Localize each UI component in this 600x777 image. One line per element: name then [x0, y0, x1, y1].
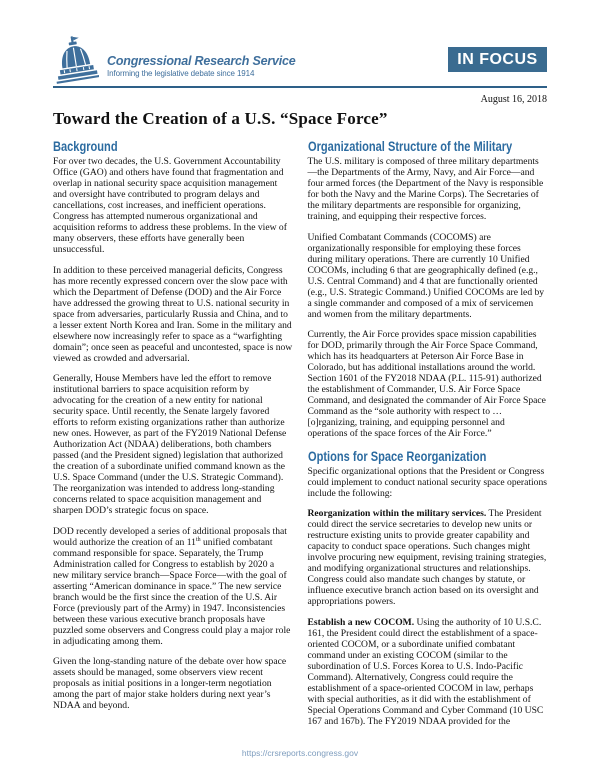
capitol-dome-icon	[53, 34, 107, 84]
masthead	[53, 34, 547, 84]
paragraph: Generally, House Members have led the effort to remove institutional barriers to space acquisition reform by advocating for the creation of a new entity for national security space. Until recently, the Senate largely favored efforts to reform existing organizations rather than authorize new ones. However, as part of the FY2019 National Defense Authorization Act (NDAA) deliberations, both chambers passed (and the President signed) legislation that authorized the creation of a subordinate unified command known as the U.S. Space Command (under the U.S. Strategic Command). The reorganization was intended to address long-standing concerns related to space acquisition management and sharpen DOD’s strategic focus on space.	[53, 373, 287, 516]
paragraph	[308, 617, 548, 727]
left-column	[53, 139, 293, 743]
section-heading-options: Options for Space Reorganization	[307, 448, 486, 464]
page-title: Toward the Creation of a U.S. “Space Force”	[53, 109, 388, 128]
header-divider	[53, 86, 547, 88]
document-body	[53, 139, 547, 743]
brand-name: Congressional Research Service	[107, 54, 296, 68]
paragraph: The U.S. military is composed of three military departments—the Departments of the Army, Navy, and Air Force—and four armed forces (the Department of the Navy is responsible for both the Navy and the Marine Corps). The Secretaries of the military departments are responsible for organizing, training, and equipping their respective forces.	[307, 156, 544, 222]
option-lead: Establish a new COCOM.	[307, 616, 415, 628]
paragraph: Unified Combatant Commands (COCOMS) are organizationally responsible for employing these forces during military operations. There are currently 10 Unified COCOMs, including 6 that are geographically defined (e.g., U.S. Central Command) and 4 that are functionally oriented (e.g., U.S. Strategic Command.) Unified COCOMs are led by a single commander and composed of a mix of servicemen and women from the military departments.	[307, 231, 545, 320]
paragraph	[53, 526, 293, 647]
paragraph-text: DOD recently developed a series of additional proposals that would authorize the creation of an 11	[53, 525, 287, 548]
section-heading-background: Background	[53, 139, 118, 154]
crs-logo	[53, 34, 296, 84]
brand-tagline: Informing the legislative debate since 1914	[107, 69, 255, 78]
paragraph: Given the long-standing nature of the debate over how space assets should be managed, some observers view recent proposals as initial positions in a longer-term negotiation among the part of major stake holders during next year’s NDAA and beyond.	[53, 656, 287, 711]
brand-text	[107, 54, 296, 84]
paragraph-text: Using the authority of 10 U.S.C. 161, the President could direct the establishment of a space-oriented COCOM, or a subordinate unified combatant command under an existing COCOM (similar to the subordination of U.S. Forces Korea to U.S. Indo-Pacific Command). Alternatively, Congress could require the establishment of a space-oriented COCOM in law, perhaps with special authorities, as it did with the establishment of Special Operations Command and Cyber Command (10 USC 167 and 167b). The FY2019 NDAA provided for the	[307, 616, 544, 727]
section-heading-organizational-structure: Organizational Structure of the Military	[307, 139, 512, 154]
right-column	[308, 139, 548, 743]
in-focus-badge: IN FOCUS	[448, 47, 547, 72]
paragraph: For over two decades, the U.S. Government Accountability Office (GAO) and others have found that fragmentation and overlap in national security space acquisition management and oversight have contributed to program delays and cancellations, cost increases, and inefficient operations. Congress has attempted numerous organizational and acquisition reforms to address these problems. In the view of many observers, these efforts have generally been unsuccessful.	[53, 156, 287, 255]
paragraph: In addition to these perceived managerial deficits, Congress has more recently expressed concern over the slow pace with which the Department of Defense (DOD) and the Air Force have addressed the growing threat to U.S. national security in space from adversaries, particularly Russia and China, and to a lesser extent North Korea and Iran. Some in the military and elsewhere now increasingly refer to space as a “warfighting domain”; once seen as peaceful and uncontested, space is now viewed as crowded and adversarial.	[53, 264, 293, 364]
footer-link[interactable]: https://crsreports.congress.gov	[241, 748, 359, 758]
ordinal-superscript: th	[195, 536, 201, 543]
paragraph-text: unified combatant command responsible for space. Separately, the Trump Administration called for Congress to establish by 2020 a new military service branch—Space Force—with the goal of asserting “American dominance in space.” The new service branch would be the first since the creation of the U.S. Air Force (previously part of the Army) in 1947. Inconsistencies between these various executive branch proposals have puzzled some observers and Congress could play a major role in adjudicating among them.	[53, 536, 291, 647]
paragraph: Currently, the Air Force provides space mission capabilities for DOD, primarily through the Air Force Space Command, which has its headquarters at Peterson Air Force Base in Colorado, but has additional installations around the world. Section 1601 of the FY2018 NDAA (P.L. 115-91) authorized the establishment of Commander, U.S. Air Force Space Command, and designated the commander of Air Force Space Command as the “sole authority with respect to … [o]rganizing, training, and equipping personnel and operations of the space forces of the Air Force.”	[307, 329, 546, 439]
paragraph-text: The President could direct the service secretaries to develop new units or restructure existing units to provide greater capability and capacity to conduct space operations. Such changes might involve procuring new equipment, revising training strategies, and modifying organizational structures and relationships. Congress could also mandate such changes by statute, or influence executive branch action based on its oversight and appropriations powers.	[307, 508, 547, 607]
paragraph: Specific organizational options that the President or Congress could implement to conduct national security space operations include the following:	[307, 465, 547, 499]
option-lead: Reorganization within the military services.	[307, 508, 487, 519]
footer	[0, 743, 600, 761]
paragraph	[308, 508, 548, 607]
report-date: August 16, 2018	[480, 94, 547, 105]
